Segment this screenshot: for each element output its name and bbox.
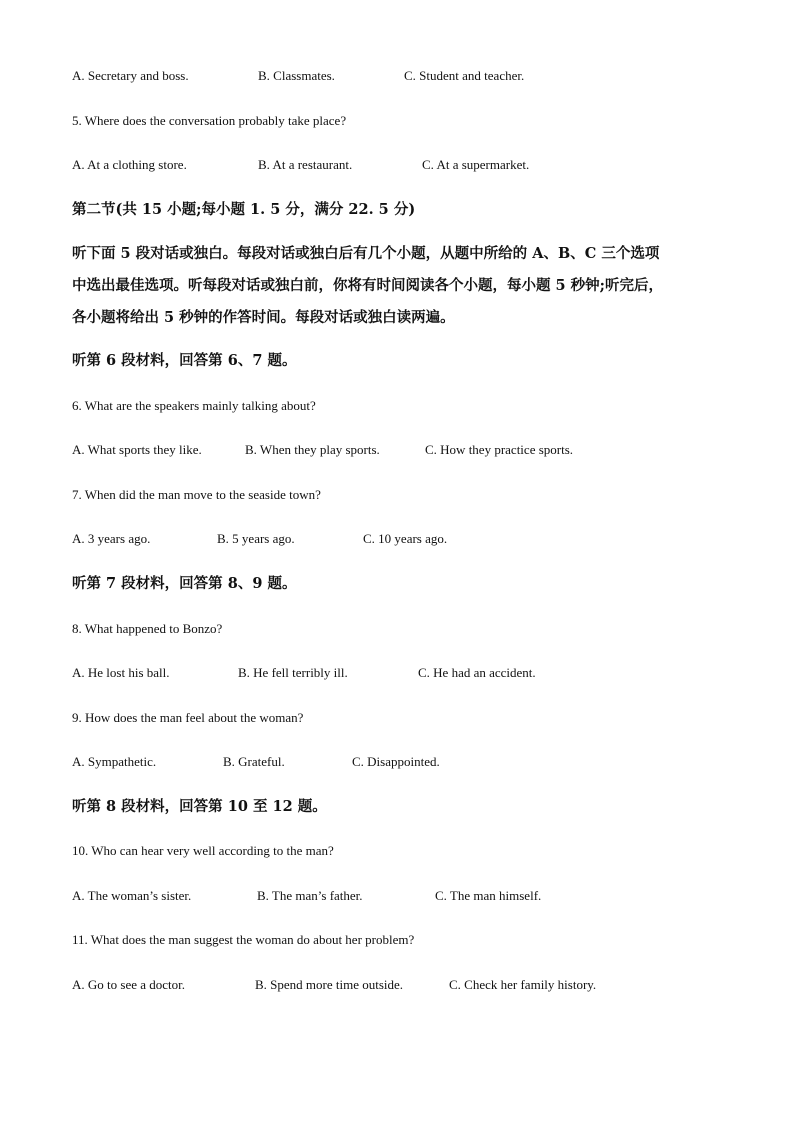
q6-question: 6. What are the speakers mainly talking about? [72, 398, 316, 413]
section2-title: 第二节(共 15 小题;每小题 1. 5 分，满分 22. 5 分) [72, 201, 416, 218]
q7-option-a: A. 3 years ago. [72, 531, 151, 546]
q8-question: 8. What happened to Bonzo? [72, 621, 223, 636]
q9-option-b: B. Grateful. [223, 754, 285, 769]
q7-question: 7. When did the man move to the seaside town? [72, 487, 321, 502]
q11-option-b: B. Spend more time outside. [255, 977, 404, 992]
q5-option-b: B. At a restaurant. [258, 157, 353, 172]
q8-option-a: A. He lost his ball. [72, 665, 170, 680]
material6-heading: 听第 6 段材料，回答第 6、7 题。 [72, 352, 297, 369]
material8-heading: 听第 8 段材料，回答第 10 至 12 题。 [72, 798, 327, 815]
q5-question: 5. Where does the conversation probably take place? [72, 113, 347, 128]
q10-option-c: C. The man himself. [435, 888, 542, 903]
q6-option-a: A. What sports they like. [72, 442, 202, 457]
q11-option-c: C. Check her family history. [449, 977, 597, 992]
q11-option-a: A. Go to see a doctor. [72, 977, 186, 992]
q4-option-c: C. Student and teacher. [404, 68, 525, 83]
q7-option-c: C. 10 years ago. [363, 531, 448, 546]
instruction-line-1: 听下面 5 段对话或独白。每段对话或独白后有几个小题，从题中所给的 A、B、C 三个选项 [72, 245, 660, 262]
q10-option-b: B. The man’s father. [257, 888, 363, 903]
q11-question: 11. What does the man suggest the woman do about her problem? [72, 932, 415, 947]
q5-option-a: A. At a clothing store. [72, 157, 187, 172]
q9-option-a: A. Sympathetic. [72, 754, 157, 769]
q4-option-b: B. Classmates. [258, 68, 335, 83]
q9-question: 9. How does the man feel about the woman? [72, 710, 304, 725]
q6-option-b: B. When they play sports. [245, 442, 380, 457]
q9-option-c: C. Disappointed. [352, 754, 440, 769]
q10-option-a: A. The woman’s sister. [72, 888, 192, 903]
q6-option-c: C. How they practice sports. [425, 442, 574, 457]
q5-option-c: C. At a supermarket. [422, 157, 530, 172]
instruction-line-3: 各小题将给出 5 秒钟的作答时间。每段对话或独白读两遍。 [72, 309, 455, 326]
section2-instructions [72, 238, 722, 334]
q7-option-b: B. 5 years ago. [217, 531, 295, 546]
material7-heading: 听第 7 段材料，回答第 8、9 题。 [72, 575, 297, 592]
instruction-line-2: 中选出最佳选项。听每段对话或独白前，你将有时间阅读各个小题，每小题 5 秒钟;听完后， [72, 277, 664, 294]
q8-option-c: C. He had an accident. [418, 665, 536, 680]
q4-option-a: A. Secretary and boss. [72, 68, 189, 83]
q10-question: 10. Who can hear very well according to the man? [72, 843, 334, 858]
q8-option-b: B. He fell terribly ill. [238, 665, 348, 680]
